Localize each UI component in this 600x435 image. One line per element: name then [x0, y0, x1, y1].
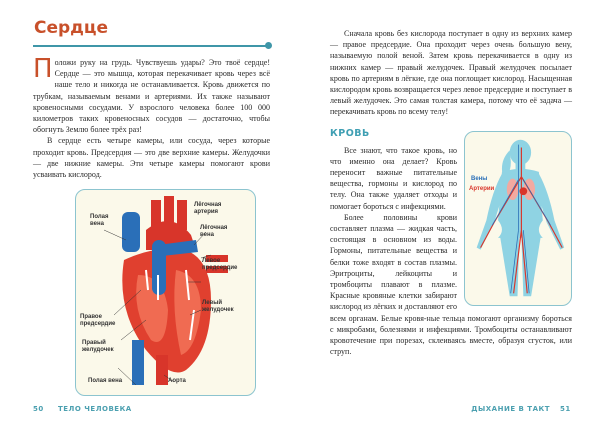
running-title: ДЫХАНИЕ В ТАКТ [471, 405, 550, 413]
paragraph: Сначала кровь без кислорода поступает в одну из верхних камер — правое предсердие. Она проходит через очень большую вену, называемую полой веной. Затем кровь перекачивается в одну из нижних камер — правый желудочек. Правый желудочек посылает кровь по артериям в лёгкие, где она поглощает кислород. Насыщенная кислородом кровь возвращается через левое предсердие и поступает в левый желудочек. Это самая толстая камера, потому что её задача — перекачивать кровь по всему телу! [330, 29, 572, 117]
label-vena-cava-top: Полая вена [90, 214, 109, 227]
paragraph: В сердце есть четыре камеры, или сосуда, через которые проходит кровь. Предсердия — это две верхние камеры. Желудочки — две нижние камеры. Эти четыре камеры помогают крови усваивать кислород. [33, 136, 270, 180]
label-pulmonary-artery: Лёгочная артерия [194, 202, 222, 215]
chambers-text [330, 28, 572, 118]
body-illustration [465, 132, 570, 304]
label-aorta: Аорта [168, 378, 186, 384]
paragraph: Положи руку на грудь. Чувствуешь удары? Это твоё сердце! Сердце — это мышца, которая перекачивает кровь через всё наше тело и никогда не останавливается. Кровь движется по трубкам, называемым венами и артериями. Их также называют кровеносными сосудами. У взрослого человека более 100 000 километров таких кровеносных сосудов — достаточно, чтобы обогнуть Землю более трёх раз! [33, 54, 270, 135]
label-left-atrium: Левое предсердие [202, 258, 238, 271]
paragraph-continued: ные тельца помогают организму бороться с микробами, болезнями и инфекциями. Тромбоциты останавливают кровотечение при порезах, склеиваясь вместе, образуя сгусток, или струп. [330, 313, 572, 357]
label-arteries: Артерии [469, 185, 495, 192]
paragraph: Более половины крови составляет плазма — жидкая часть, состоящая в основном из воды. Гормоны, питательные вещества и белки тоже входят в состав плазмы. Эритроциты, лейкоциты и тромбоциты плавают в плазме. Красные кровяные клетки забирают кислород из лёгких и доставляют его всем органам. Белые кровя-ные тельца помогают организму бороться с микробами, болезнями и инфекциями. Тромбоциты останавливают кровотечение при порезах, склеиваясь вместе, образуя сгусток, или струп. [330, 212, 572, 357]
circulation-diagram [464, 131, 572, 306]
right-page-text-flow [330, 28, 572, 357]
section-title: КРОВЬ [330, 127, 370, 139]
dropcap: П [33, 54, 53, 84]
page-number: 51 [560, 405, 571, 413]
paragraph: Все знают, что такое кровь, но что именно она делает? Кровь переносит важные питательные вещества, гормоны и кислород по телу. Она также удаляет отходы и помогает бороться с инфекциями. [330, 145, 457, 211]
page-title: Сердце [34, 18, 109, 38]
label-veins: Вены [471, 175, 488, 182]
label-left-ventricle: Левый желудочек [202, 300, 234, 313]
running-title: ТЕЛО ЧЕЛОВЕКА [58, 405, 132, 413]
label-right-atrium: Правое предсердие [80, 314, 116, 327]
page-number: 50 [33, 405, 44, 413]
label-vena-cava-bottom: Полая вена [88, 378, 123, 384]
label-right-ventricle: Правый желудочек [82, 340, 114, 353]
label-pulmonary-vein: Лёгочная вена [200, 225, 228, 238]
